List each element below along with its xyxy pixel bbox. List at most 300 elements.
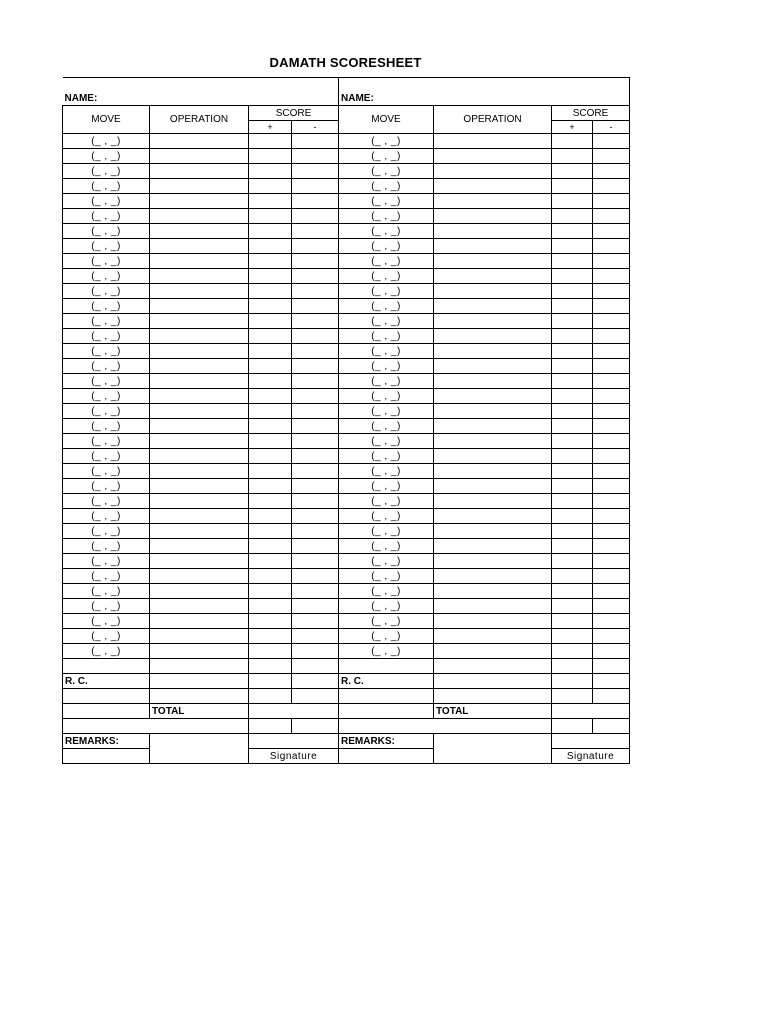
score-minus-cell[interactable] xyxy=(593,584,630,599)
score-plus-cell[interactable] xyxy=(552,329,593,344)
score-minus-cell[interactable] xyxy=(593,224,630,239)
score-plus-cell[interactable] xyxy=(249,524,292,539)
move-cell[interactable]: (_ , _) xyxy=(63,209,150,224)
operation-cell[interactable] xyxy=(150,239,249,254)
score-minus-cell[interactable] xyxy=(292,269,339,284)
score-plus-cell[interactable] xyxy=(249,554,292,569)
score-minus-cell[interactable] xyxy=(593,449,630,464)
score-minus-cell[interactable] xyxy=(593,524,630,539)
operation-cell[interactable] xyxy=(434,164,552,179)
move-cell[interactable]: (_ , _) xyxy=(339,644,434,659)
rc-cell[interactable] xyxy=(593,674,630,689)
total-value-cell[interactable] xyxy=(249,704,339,719)
move-cell[interactable]: (_ , _) xyxy=(63,254,150,269)
move-cell[interactable]: (_ , _) xyxy=(339,569,434,584)
score-plus-cell[interactable] xyxy=(552,209,593,224)
score-minus-cell[interactable] xyxy=(593,419,630,434)
score-plus-cell[interactable] xyxy=(249,164,292,179)
operation-cell[interactable] xyxy=(150,224,249,239)
move-cell[interactable]: (_ , _) xyxy=(339,164,434,179)
score-plus-cell[interactable] xyxy=(552,509,593,524)
operation-cell[interactable] xyxy=(150,419,249,434)
operation-cell[interactable] xyxy=(150,359,249,374)
operation-cell[interactable] xyxy=(150,629,249,644)
operation-cell[interactable] xyxy=(150,494,249,509)
score-plus-cell[interactable] xyxy=(249,209,292,224)
score-minus-cell[interactable] xyxy=(593,599,630,614)
operation-cell[interactable] xyxy=(150,539,249,554)
score-minus-cell[interactable] xyxy=(593,509,630,524)
move-cell[interactable]: (_ , _) xyxy=(63,509,150,524)
score-minus-cell[interactable] xyxy=(593,614,630,629)
score-minus-cell[interactable] xyxy=(292,164,339,179)
move-cell[interactable]: (_ , _) xyxy=(63,194,150,209)
operation-cell[interactable] xyxy=(150,329,249,344)
move-cell[interactable]: (_ , _) xyxy=(339,629,434,644)
rc-extra-cell[interactable] xyxy=(249,689,292,704)
operation-cell[interactable] xyxy=(434,644,552,659)
score-minus-cell[interactable] xyxy=(292,224,339,239)
score-minus-cell[interactable] xyxy=(593,164,630,179)
move-cell[interactable]: (_ , _) xyxy=(339,524,434,539)
move-cell[interactable]: (_ , _) xyxy=(339,359,434,374)
score-minus-cell[interactable] xyxy=(292,614,339,629)
move-cell[interactable]: (_ , _) xyxy=(339,554,434,569)
total-minus-cell[interactable] xyxy=(593,719,630,734)
score-minus-cell[interactable] xyxy=(292,494,339,509)
move-cell[interactable]: (_ , _) xyxy=(63,614,150,629)
move-cell[interactable]: (_ , _) xyxy=(63,239,150,254)
score-minus-cell[interactable] xyxy=(292,479,339,494)
score-minus-cell[interactable] xyxy=(593,554,630,569)
score-minus-cell[interactable] xyxy=(593,389,630,404)
score-minus-cell[interactable] xyxy=(593,179,630,194)
move-cell[interactable]: (_ , _) xyxy=(63,164,150,179)
operation-cell[interactable] xyxy=(434,404,552,419)
move-cell[interactable]: (_ , _) xyxy=(339,494,434,509)
score-minus-cell[interactable] xyxy=(593,494,630,509)
operation-cell[interactable] xyxy=(150,479,249,494)
score-plus-cell[interactable] xyxy=(249,569,292,584)
move-cell[interactable]: (_ , _) xyxy=(63,569,150,584)
score-minus-cell[interactable] xyxy=(292,239,339,254)
score-minus-cell[interactable] xyxy=(292,599,339,614)
score-plus-cell[interactable] xyxy=(552,569,593,584)
score-minus-cell[interactable] xyxy=(593,194,630,209)
score-minus-cell[interactable] xyxy=(292,389,339,404)
move-cell[interactable]: (_ , _) xyxy=(339,614,434,629)
score-plus-cell[interactable] xyxy=(552,374,593,389)
score-plus-cell[interactable] xyxy=(552,599,593,614)
score-minus-cell[interactable] xyxy=(292,629,339,644)
score-plus-cell[interactable] xyxy=(552,299,593,314)
score-plus-cell[interactable] xyxy=(249,509,292,524)
score-plus-cell[interactable] xyxy=(249,464,292,479)
operation-cell[interactable] xyxy=(150,344,249,359)
score-minus-cell[interactable] xyxy=(292,149,339,164)
move-cell[interactable]: (_ , _) xyxy=(63,524,150,539)
operation-cell[interactable] xyxy=(434,434,552,449)
move-cell[interactable]: (_ , _) xyxy=(339,434,434,449)
score-plus-cell[interactable] xyxy=(552,449,593,464)
operation-cell[interactable] xyxy=(150,164,249,179)
operation-cell[interactable] xyxy=(150,149,249,164)
score-minus-cell[interactable] xyxy=(593,404,630,419)
move-cell[interactable]: (_ , _) xyxy=(339,344,434,359)
remarks-field[interactable] xyxy=(434,734,552,764)
score-plus-cell[interactable] xyxy=(552,524,593,539)
operation-cell[interactable] xyxy=(434,149,552,164)
operation-cell[interactable] xyxy=(150,209,249,224)
move-cell[interactable]: (_ , _) xyxy=(63,344,150,359)
operation-cell[interactable] xyxy=(150,614,249,629)
score-minus-cell[interactable] xyxy=(593,434,630,449)
rc-extra-cell[interactable] xyxy=(552,689,593,704)
score-plus-cell[interactable] xyxy=(249,254,292,269)
score-plus-cell[interactable] xyxy=(552,359,593,374)
operation-cell[interactable] xyxy=(150,569,249,584)
score-minus-cell[interactable] xyxy=(593,539,630,554)
operation-cell[interactable] xyxy=(150,464,249,479)
operation-cell[interactable] xyxy=(150,179,249,194)
operation-cell[interactable] xyxy=(150,449,249,464)
move-cell[interactable]: (_ , _) xyxy=(63,449,150,464)
operation-cell[interactable] xyxy=(150,554,249,569)
operation-cell[interactable] xyxy=(434,479,552,494)
score-minus-cell[interactable] xyxy=(292,584,339,599)
score-plus-cell[interactable] xyxy=(552,644,593,659)
score-plus-cell[interactable] xyxy=(249,299,292,314)
operation-cell[interactable] xyxy=(434,389,552,404)
score-plus-cell[interactable] xyxy=(249,134,292,149)
move-cell[interactable]: (_ , _) xyxy=(63,584,150,599)
total-minus-cell[interactable] xyxy=(292,719,339,734)
operation-cell[interactable] xyxy=(434,254,552,269)
score-minus-cell[interactable] xyxy=(292,344,339,359)
move-cell[interactable]: (_ , _) xyxy=(339,194,434,209)
score-minus-cell[interactable] xyxy=(292,569,339,584)
score-plus-cell[interactable] xyxy=(552,479,593,494)
score-plus-cell[interactable] xyxy=(249,149,292,164)
score-plus-cell[interactable] xyxy=(552,419,593,434)
score-minus-cell[interactable] xyxy=(292,449,339,464)
move-cell[interactable]: (_ , _) xyxy=(63,404,150,419)
score-plus-cell[interactable] xyxy=(249,584,292,599)
score-minus-cell[interactable] xyxy=(292,464,339,479)
score-minus-cell[interactable] xyxy=(593,299,630,314)
move-cell[interactable]: (_ , _) xyxy=(339,179,434,194)
score-plus-cell[interactable] xyxy=(249,599,292,614)
score-minus-cell[interactable] xyxy=(292,134,339,149)
score-minus-cell[interactable] xyxy=(292,539,339,554)
operation-cell[interactable] xyxy=(434,179,552,194)
move-cell[interactable]: (_ , _) xyxy=(339,284,434,299)
score-minus-cell[interactable] xyxy=(593,569,630,584)
move-cell[interactable]: (_ , _) xyxy=(63,644,150,659)
score-plus-cell[interactable] xyxy=(249,224,292,239)
score-minus-cell[interactable] xyxy=(292,434,339,449)
score-minus-cell[interactable] xyxy=(593,254,630,269)
score-minus-cell[interactable] xyxy=(292,299,339,314)
operation-cell[interactable] xyxy=(434,359,552,374)
move-cell[interactable]: (_ , _) xyxy=(63,149,150,164)
rc-cell[interactable] xyxy=(552,674,593,689)
score-plus-cell[interactable] xyxy=(249,539,292,554)
operation-cell[interactable] xyxy=(150,254,249,269)
move-cell[interactable]: (_ , _) xyxy=(339,509,434,524)
operation-cell[interactable] xyxy=(434,524,552,539)
move-cell[interactable]: (_ , _) xyxy=(339,389,434,404)
rc-extra-cell[interactable] xyxy=(150,689,249,704)
move-cell[interactable]: (_ , _) xyxy=(63,179,150,194)
score-minus-cell[interactable] xyxy=(593,464,630,479)
operation-cell[interactable] xyxy=(150,509,249,524)
move-cell[interactable]: (_ , _) xyxy=(63,434,150,449)
move-cell[interactable]: (_ , _) xyxy=(339,149,434,164)
move-cell[interactable]: (_ , _) xyxy=(339,239,434,254)
move-cell[interactable]: (_ , _) xyxy=(339,449,434,464)
operation-cell[interactable] xyxy=(434,299,552,314)
move-cell[interactable]: (_ , _) xyxy=(63,329,150,344)
score-plus-cell[interactable] xyxy=(552,464,593,479)
score-plus-cell[interactable] xyxy=(249,494,292,509)
operation-cell[interactable] xyxy=(150,134,249,149)
move-cell[interactable]: (_ , _) xyxy=(63,464,150,479)
score-plus-cell[interactable] xyxy=(249,194,292,209)
move-cell[interactable]: (_ , _) xyxy=(339,599,434,614)
score-plus-cell[interactable] xyxy=(249,449,292,464)
score-plus-cell[interactable] xyxy=(552,404,593,419)
score-plus-cell[interactable] xyxy=(249,374,292,389)
signature-field[interactable] xyxy=(249,734,339,749)
score-plus-cell[interactable] xyxy=(552,629,593,644)
score-plus-cell[interactable] xyxy=(552,254,593,269)
operation-cell[interactable] xyxy=(434,629,552,644)
operation-cell[interactable] xyxy=(150,599,249,614)
score-plus-cell[interactable] xyxy=(552,539,593,554)
remarks-extra-cell[interactable] xyxy=(339,749,434,764)
move-cell[interactable]: (_ , _) xyxy=(63,419,150,434)
rc-extra-cell[interactable] xyxy=(593,689,630,704)
move-cell[interactable]: (_ , _) xyxy=(339,269,434,284)
move-cell[interactable]: (_ , _) xyxy=(63,299,150,314)
score-plus-cell[interactable] xyxy=(249,314,292,329)
operation-cell[interactable] xyxy=(434,374,552,389)
score-plus-cell[interactable] xyxy=(552,614,593,629)
score-plus-cell[interactable] xyxy=(552,434,593,449)
score-plus-cell[interactable] xyxy=(249,434,292,449)
operation-cell[interactable] xyxy=(434,134,552,149)
move-cell[interactable]: (_ , _) xyxy=(339,299,434,314)
score-plus-cell[interactable] xyxy=(552,494,593,509)
operation-cell[interactable] xyxy=(434,329,552,344)
score-minus-cell[interactable] xyxy=(593,149,630,164)
score-minus-cell[interactable] xyxy=(593,239,630,254)
score-minus-cell[interactable] xyxy=(292,314,339,329)
move-cell[interactable]: (_ , _) xyxy=(63,479,150,494)
total-plus-cell[interactable] xyxy=(552,719,593,734)
score-plus-cell[interactable] xyxy=(249,629,292,644)
move-cell[interactable]: (_ , _) xyxy=(339,584,434,599)
move-cell[interactable]: (_ , _) xyxy=(63,374,150,389)
operation-cell[interactable] xyxy=(150,584,249,599)
score-minus-cell[interactable] xyxy=(292,419,339,434)
move-cell[interactable]: (_ , _) xyxy=(339,374,434,389)
score-plus-cell[interactable] xyxy=(249,404,292,419)
score-plus-cell[interactable] xyxy=(249,614,292,629)
score-plus-cell[interactable] xyxy=(249,389,292,404)
operation-cell[interactable] xyxy=(434,269,552,284)
score-minus-cell[interactable] xyxy=(593,344,630,359)
rc-extra-cell[interactable] xyxy=(292,689,339,704)
score-minus-cell[interactable] xyxy=(593,374,630,389)
operation-cell[interactable] xyxy=(434,344,552,359)
score-minus-cell[interactable] xyxy=(292,254,339,269)
score-minus-cell[interactable] xyxy=(593,644,630,659)
total-plus-cell[interactable] xyxy=(249,719,292,734)
move-cell[interactable]: (_ , _) xyxy=(63,539,150,554)
move-cell[interactable]: (_ , _) xyxy=(339,314,434,329)
score-plus-cell[interactable] xyxy=(249,479,292,494)
move-cell[interactable]: (_ , _) xyxy=(339,404,434,419)
score-minus-cell[interactable] xyxy=(593,479,630,494)
operation-cell[interactable] xyxy=(434,449,552,464)
operation-cell[interactable] xyxy=(150,314,249,329)
score-plus-cell[interactable] xyxy=(552,164,593,179)
move-cell[interactable]: (_ , _) xyxy=(63,269,150,284)
remarks-field[interactable] xyxy=(150,734,249,764)
score-plus-cell[interactable] xyxy=(249,269,292,284)
score-minus-cell[interactable] xyxy=(292,524,339,539)
score-plus-cell[interactable] xyxy=(552,179,593,194)
score-plus-cell[interactable] xyxy=(249,179,292,194)
move-cell[interactable]: (_ , _) xyxy=(339,479,434,494)
operation-cell[interactable] xyxy=(150,644,249,659)
rc-extra-cell[interactable] xyxy=(434,689,552,704)
score-plus-cell[interactable] xyxy=(249,239,292,254)
move-cell[interactable]: (_ , _) xyxy=(63,494,150,509)
move-cell[interactable]: (_ , _) xyxy=(63,224,150,239)
score-minus-cell[interactable] xyxy=(292,554,339,569)
rc-cell[interactable] xyxy=(249,674,292,689)
score-plus-cell[interactable] xyxy=(552,584,593,599)
signature-field[interactable] xyxy=(552,734,630,749)
score-minus-cell[interactable] xyxy=(292,329,339,344)
move-cell[interactable]: (_ , _) xyxy=(63,284,150,299)
move-cell[interactable]: (_ , _) xyxy=(339,464,434,479)
score-plus-cell[interactable] xyxy=(552,239,593,254)
score-plus-cell[interactable] xyxy=(249,344,292,359)
rc-cell[interactable] xyxy=(150,674,249,689)
operation-cell[interactable] xyxy=(434,509,552,524)
move-cell[interactable]: (_ , _) xyxy=(339,134,434,149)
move-cell[interactable]: (_ , _) xyxy=(339,539,434,554)
operation-cell[interactable] xyxy=(434,554,552,569)
score-minus-cell[interactable] xyxy=(292,374,339,389)
move-cell[interactable]: (_ , _) xyxy=(63,599,150,614)
rc-cell[interactable] xyxy=(292,674,339,689)
operation-cell[interactable] xyxy=(434,209,552,224)
score-minus-cell[interactable] xyxy=(593,629,630,644)
operation-cell[interactable] xyxy=(434,464,552,479)
move-cell[interactable]: (_ , _) xyxy=(63,554,150,569)
score-plus-cell[interactable] xyxy=(552,389,593,404)
operation-cell[interactable] xyxy=(434,314,552,329)
operation-cell[interactable] xyxy=(434,194,552,209)
rc-extra-cell[interactable] xyxy=(63,689,150,704)
move-cell[interactable]: (_ , _) xyxy=(339,329,434,344)
operation-cell[interactable] xyxy=(434,224,552,239)
total-value-cell[interactable] xyxy=(552,704,630,719)
move-cell[interactable]: (_ , _) xyxy=(63,629,150,644)
operation-cell[interactable] xyxy=(434,569,552,584)
operation-cell[interactable] xyxy=(150,404,249,419)
score-minus-cell[interactable] xyxy=(292,194,339,209)
score-minus-cell[interactable] xyxy=(593,269,630,284)
score-plus-cell[interactable] xyxy=(552,194,593,209)
operation-cell[interactable] xyxy=(150,284,249,299)
operation-cell[interactable] xyxy=(434,614,552,629)
move-cell[interactable]: (_ , _) xyxy=(63,389,150,404)
operation-cell[interactable] xyxy=(434,419,552,434)
score-minus-cell[interactable] xyxy=(292,209,339,224)
operation-cell[interactable] xyxy=(434,239,552,254)
operation-cell[interactable] xyxy=(150,389,249,404)
move-cell[interactable]: (_ , _) xyxy=(63,314,150,329)
operation-cell[interactable] xyxy=(434,284,552,299)
score-plus-cell[interactable] xyxy=(249,329,292,344)
score-minus-cell[interactable] xyxy=(292,179,339,194)
score-minus-cell[interactable] xyxy=(292,509,339,524)
move-cell[interactable]: (_ , _) xyxy=(339,419,434,434)
operation-cell[interactable] xyxy=(150,374,249,389)
operation-cell[interactable] xyxy=(434,599,552,614)
operation-cell[interactable] xyxy=(434,494,552,509)
score-plus-cell[interactable] xyxy=(552,314,593,329)
score-minus-cell[interactable] xyxy=(292,359,339,374)
score-minus-cell[interactable] xyxy=(292,404,339,419)
score-minus-cell[interactable] xyxy=(593,314,630,329)
score-minus-cell[interactable] xyxy=(292,284,339,299)
operation-cell[interactable] xyxy=(150,434,249,449)
operation-cell[interactable] xyxy=(150,194,249,209)
operation-cell[interactable] xyxy=(434,584,552,599)
rc-cell[interactable] xyxy=(434,674,552,689)
score-plus-cell[interactable] xyxy=(552,344,593,359)
score-plus-cell[interactable] xyxy=(552,284,593,299)
score-minus-cell[interactable] xyxy=(593,134,630,149)
operation-cell[interactable] xyxy=(434,539,552,554)
score-minus-cell[interactable] xyxy=(593,359,630,374)
score-plus-cell[interactable] xyxy=(552,149,593,164)
move-cell[interactable]: (_ , _) xyxy=(339,254,434,269)
move-cell[interactable]: (_ , _) xyxy=(339,224,434,239)
score-plus-cell[interactable] xyxy=(552,134,593,149)
score-minus-cell[interactable] xyxy=(593,209,630,224)
operation-cell[interactable] xyxy=(150,524,249,539)
score-minus-cell[interactable] xyxy=(292,644,339,659)
rc-extra-cell[interactable] xyxy=(339,689,434,704)
score-plus-cell[interactable] xyxy=(249,644,292,659)
score-plus-cell[interactable] xyxy=(552,554,593,569)
score-plus-cell[interactable] xyxy=(552,224,593,239)
score-plus-cell[interactable] xyxy=(249,284,292,299)
move-cell[interactable]: (_ , _) xyxy=(63,134,150,149)
move-cell[interactable]: (_ , _) xyxy=(339,209,434,224)
score-minus-cell[interactable] xyxy=(593,329,630,344)
score-minus-cell[interactable] xyxy=(593,284,630,299)
operation-cell[interactable] xyxy=(150,269,249,284)
